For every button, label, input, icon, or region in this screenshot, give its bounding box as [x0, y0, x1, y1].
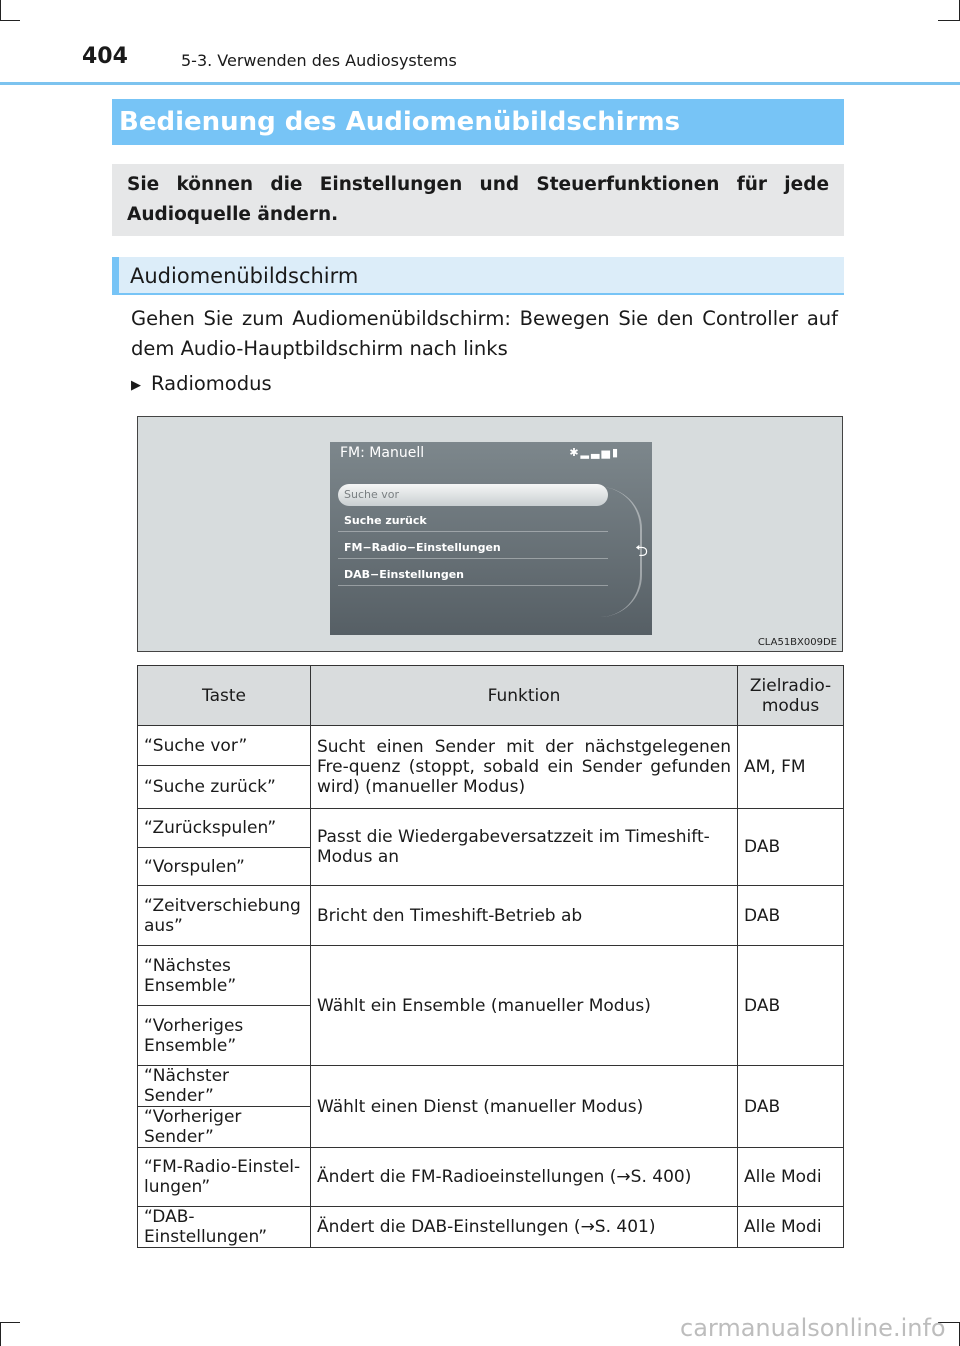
table-header: Taste	[138, 666, 311, 726]
table-cell-key: “Suche zurück”	[138, 766, 311, 809]
page-title: Bedienung des Audiomenübildschirms	[112, 99, 844, 145]
table-cell-key: “Zeitverschiebung aus”	[138, 886, 311, 946]
crop-mark	[938, 20, 960, 21]
status-icons	[569, 446, 620, 459]
crop-mark	[0, 1322, 20, 1323]
table-cell-key: “Vorspulen”	[138, 848, 311, 886]
table-cell-mode: Alle Modi	[738, 1207, 844, 1248]
table-cell-mode: DAB	[738, 946, 844, 1066]
crop-mark	[0, 0, 1, 20]
table-cell-mode: DAB	[738, 1066, 844, 1148]
table-header: Zielradio-modus	[738, 666, 844, 726]
table-cell-key: “Nächster Sender”	[138, 1066, 311, 1107]
table-cell-mode: Alle Modi	[738, 1148, 844, 1207]
table-cell-mode: AM, FM	[738, 726, 844, 809]
menu-item-fm-radio-einstellungen[interactable]: FM−Radio−Einstellungen	[338, 537, 608, 559]
table-cell-function: Bricht den Timeshift-Betrieb ab	[310, 886, 737, 946]
signal-icon: ▂▃▅	[580, 446, 612, 459]
table-header: Funktion	[310, 666, 737, 726]
table-cell-function: Ändert die DAB-Einstellungen (→S. 401)	[310, 1207, 737, 1248]
section-body: Gehen Sie zum Audiomenübildschirm: Bewegen Sie den Controller auf dem Audio-Hauptbildschirm nach links	[131, 307, 838, 360]
intro-text: Sie können die Einstellungen und Steuerfunktionen für jede Audioquelle ändern.	[112, 164, 844, 236]
table-cell-key: “Vorheriges Ensemble”	[138, 1006, 311, 1066]
watermark: carmanualsonline.info	[680, 1314, 946, 1342]
table-cell-key: “Suche vor”	[138, 726, 311, 766]
table-cell-key: “DAB-Einstellungen”	[138, 1207, 311, 1248]
page-number: 404	[82, 44, 128, 69]
bluetooth-icon: ✱	[569, 446, 581, 459]
figure-code: CLA51BX009DE	[757, 637, 837, 648]
table-cell-function: Ändert die FM-Radioeinstellungen (→S. 400)	[310, 1148, 737, 1207]
crop-mark	[0, 1322, 1, 1346]
table-cell-function: Wählt ein Ensemble (manueller Modus)	[310, 946, 737, 1066]
menu-item-suche-zurueck[interactable]: Suche zurück	[338, 510, 608, 532]
chapter-title: 5-3. Verwenden des Audiosystems	[181, 51, 457, 70]
table-cell-key: “Vorheriger Sender”	[138, 1107, 311, 1148]
table-cell-key: “Zurückspulen”	[138, 809, 311, 848]
mode-label	[131, 372, 272, 395]
table-cell-key: “FM-Radio-Einstel-lungen”	[138, 1148, 311, 1207]
crop-mark	[0, 20, 20, 21]
table-cell-key: “Nächstes Ensemble”	[138, 946, 311, 1006]
screen-title: FM: Manuell	[340, 445, 425, 461]
triangle-bullet-icon: ▶	[131, 378, 141, 393]
table-cell-mode: DAB	[738, 886, 844, 946]
menu-item-suche-vor[interactable]: Suche vor	[338, 484, 608, 506]
battery-icon: ▮	[611, 446, 620, 459]
page-header	[0, 40, 960, 85]
table-cell-function: Wählt einen Dienst (manueller Modus)	[310, 1066, 737, 1148]
function-table	[137, 665, 844, 1248]
table-cell-mode: DAB	[738, 809, 844, 886]
mode-label-text: Radiomodus	[151, 372, 272, 395]
section-heading: Audiomenübildschirm	[112, 257, 844, 295]
table-cell-function: Passt die Wiedergabeversatzzeit im Timeshift-Modus an	[310, 809, 737, 886]
audio-menu-screen	[330, 442, 652, 635]
menu-item-dab-einstellungen[interactable]: DAB−Einstellungen	[338, 564, 608, 586]
table-cell-function: Sucht einen Sender mit der nächstgelegenen Fre-quenz (stoppt, sobald ein Sender gefunden wird) (manueller Modus)	[310, 726, 737, 809]
back-icon[interactable]: ⮌	[635, 541, 648, 560]
screenshot-figure	[137, 416, 843, 652]
